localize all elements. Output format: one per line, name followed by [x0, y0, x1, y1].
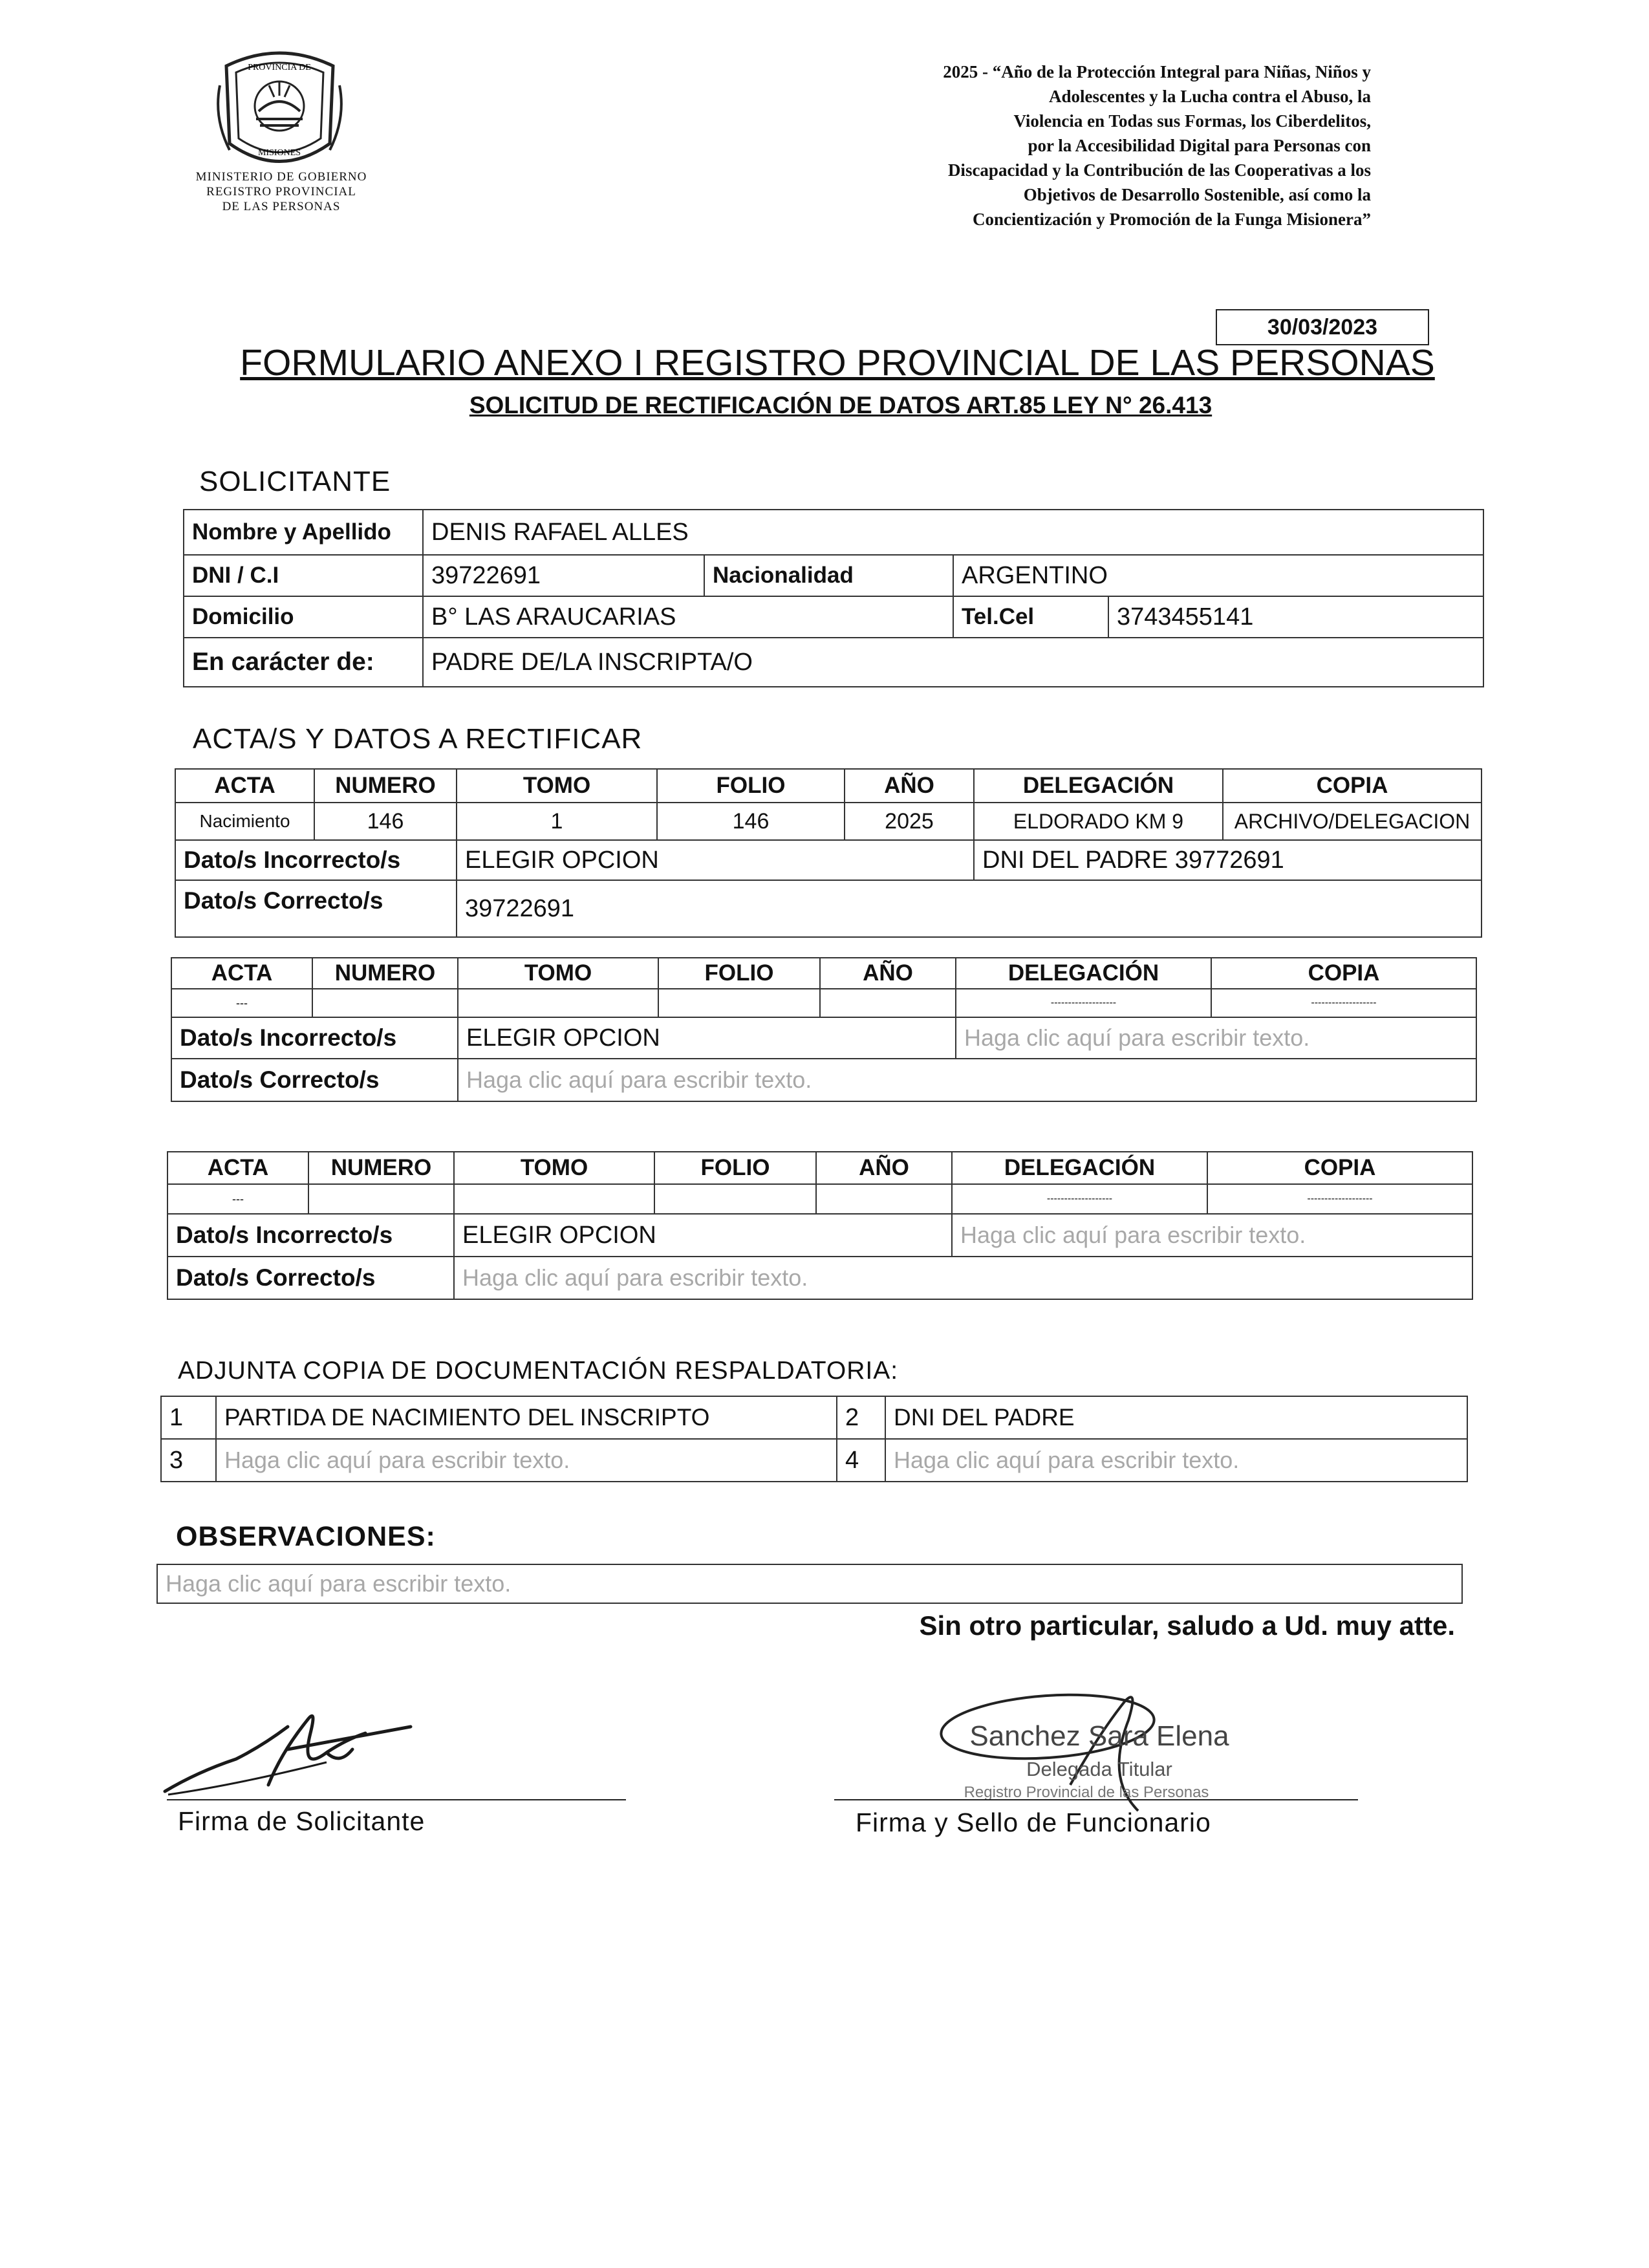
incorrect-label: Dato/s Incorrecto/s	[175, 840, 457, 880]
motto-line: Objetivos de Desarrollo Sostenible, así como la	[1023, 185, 1371, 204]
col-folio: FOLIO	[657, 769, 845, 803]
numero-field[interactable]: 146	[314, 803, 457, 840]
col-delegacion: DELEGACIÓN	[974, 769, 1223, 803]
official-year-motto	[685, 59, 1371, 232]
col-anio: AÑO	[816, 1152, 952, 1184]
incorrect-label: Dato/s Incorrecto/s	[171, 1017, 458, 1059]
provincial-seal-icon	[213, 47, 346, 173]
incorrect-option-select[interactable]: ELEGIR OPCION	[457, 840, 974, 880]
col-delegacion: DELEGACIÓN	[956, 958, 1211, 989]
signature-line	[834, 1799, 1358, 1800]
col-tomo: TOMO	[457, 769, 657, 803]
numero-field[interactable]	[312, 989, 458, 1017]
attachment-field[interactable]: Haga clic aquí para escribir texto.	[216, 1439, 837, 1482]
col-copia: COPIA	[1223, 769, 1482, 803]
attachment-field[interactable]: DNI DEL PADRE	[885, 1396, 1467, 1439]
attachment-field[interactable]: PARTIDA DE NACIMIENTO DEL INSCRIPTO	[216, 1396, 837, 1439]
observaciones-field[interactable]: Haga clic aquí para escribir texto.	[156, 1564, 1463, 1604]
delegacion-select[interactable]: ELDORADO KM 9	[974, 803, 1223, 840]
anio-field[interactable]	[816, 1184, 952, 1214]
dni-label: DNI / C.I	[184, 555, 423, 596]
col-copia: COPIA	[1211, 958, 1476, 989]
folio-field[interactable]	[658, 989, 820, 1017]
incorrect-text-field[interactable]: Haga clic aquí para escribir texto.	[956, 1017, 1476, 1059]
section-heading-actas: ACTA/S Y DATOS A RECTIFICAR	[193, 723, 643, 755]
form-subtitle: SOLICITUD DE RECTIFICACIÓN DE DATOS ART.85 LEY N° 26.413	[469, 392, 1212, 418]
motto-line: Adolescentes y la Lucha contra el Abuso, la	[1048, 87, 1371, 106]
acta-table-3	[167, 1151, 1473, 1300]
stamp-role: Delegada Titular	[1026, 1758, 1172, 1780]
tomo-field[interactable]: 1	[457, 803, 657, 840]
motto-line: Discapacidad y la Contribución de las Cooperativas a los	[947, 160, 1371, 180]
col-acta: ACTA	[175, 769, 314, 803]
ministry-name	[162, 169, 401, 214]
acta-select[interactable]: ---	[171, 989, 312, 1017]
nacionalidad-label: Nacionalidad	[704, 555, 953, 596]
col-anio: AÑO	[820, 958, 956, 989]
col-numero: NUMERO	[308, 1152, 454, 1184]
correct-text-field[interactable]: Haga clic aquí para escribir texto.	[458, 1059, 1476, 1101]
col-acta: ACTA	[171, 958, 312, 989]
acta-select[interactable]: Nacimiento	[175, 803, 314, 840]
folio-field[interactable]	[654, 1184, 816, 1214]
applicant-signature-label: Firma de Solicitante	[178, 1806, 426, 1836]
stamp-organization: Registro Provincial de las Personas	[964, 1784, 1209, 1801]
correct-label: Dato/s Correcto/s	[171, 1059, 458, 1101]
attachment-number: 4	[837, 1439, 885, 1482]
section-heading-adjunta: ADJUNTA COPIA DE DOCUMENTACIÓN RESPALDATORIA:	[178, 1357, 899, 1385]
col-numero: NUMERO	[312, 958, 458, 989]
anio-field[interactable]: 2025	[845, 803, 974, 840]
ministry-line: MINISTERIO DE GOBIERNO	[195, 170, 367, 184]
incorrect-text-field[interactable]: Haga clic aquí para escribir texto.	[952, 1214, 1472, 1257]
official-stamp-icon	[931, 1681, 1255, 1824]
signature-line	[167, 1799, 626, 1800]
attachment-number: 2	[837, 1396, 885, 1439]
col-tomo: TOMO	[454, 1152, 654, 1184]
numero-field[interactable]	[308, 1184, 454, 1214]
delegacion-select[interactable]: -------------------	[952, 1184, 1207, 1214]
correct-label: Dato/s Correcto/s	[167, 1257, 454, 1299]
incorrect-text-field[interactable]: DNI DEL PADRE 39772691	[974, 840, 1482, 880]
section-heading-solicitante: SOLICITANTE	[199, 466, 391, 497]
stamp-name: Sanchez Sara Elena	[969, 1720, 1229, 1752]
correct-label: Dato/s Correcto/s	[175, 880, 457, 937]
delegacion-select[interactable]: -------------------	[956, 989, 1211, 1017]
tomo-field[interactable]	[458, 989, 658, 1017]
closing-text: Sin otro particular, saludo a Ud. muy atte.	[919, 1610, 1455, 1641]
ministry-line: REGISTRO PROVINCIAL	[206, 185, 356, 199]
col-copia: COPIA	[1207, 1152, 1472, 1184]
seal-text-bottom: MISIONES	[257, 148, 301, 158]
incorrect-option-select[interactable]: ELEGIR OPCION	[454, 1214, 952, 1257]
incorrect-option-select[interactable]: ELEGIR OPCION	[458, 1017, 956, 1059]
motto-line: Violencia en Todas sus Formas, los Ciberdelitos,	[1013, 111, 1371, 131]
nacionalidad-field[interactable]: ARGENTINO	[953, 555, 1483, 596]
domicilio-label: Domicilio	[184, 596, 423, 638]
col-tomo: TOMO	[458, 958, 658, 989]
copia-select[interactable]: ARCHIVO/DELEGACION	[1223, 803, 1482, 840]
folio-field[interactable]: 146	[657, 803, 845, 840]
acta-table-1	[175, 768, 1482, 938]
date-field[interactable]: 30/03/2023	[1216, 309, 1429, 345]
tel-field[interactable]: 3743455141	[1108, 596, 1483, 638]
col-folio: FOLIO	[658, 958, 820, 989]
copia-select[interactable]: -------------------	[1211, 989, 1476, 1017]
attachment-field[interactable]: Haga clic aquí para escribir texto.	[885, 1439, 1467, 1482]
applicant-signature-icon	[158, 1688, 430, 1804]
solicitante-table	[183, 509, 1484, 687]
acta-select[interactable]: ---	[167, 1184, 308, 1214]
correct-text-field[interactable]: 39722691	[457, 880, 1482, 937]
col-numero: NUMERO	[314, 769, 457, 803]
motto-line: Concientización y Promoción de la Funga Misionera”	[973, 210, 1371, 229]
col-anio: AÑO	[845, 769, 974, 803]
col-delegacion: DELEGACIÓN	[952, 1152, 1207, 1184]
nombre-label: Nombre y Apellido	[184, 510, 423, 555]
motto-line: por la Accesibilidad Digital para Personas con	[1028, 136, 1371, 155]
col-acta: ACTA	[167, 1152, 308, 1184]
ministry-line: DE LAS PERSONAS	[222, 200, 341, 213]
acta-table-2	[171, 957, 1477, 1102]
correct-text-field[interactable]: Haga clic aquí para escribir texto.	[454, 1257, 1472, 1299]
adjunta-table	[160, 1396, 1468, 1482]
attachment-number: 3	[161, 1439, 216, 1482]
caracter-label: En carácter de:	[184, 638, 423, 687]
caracter-field[interactable]: PADRE DE/LA INSCRIPTA/O	[423, 638, 1483, 687]
official-signature-label: Firma y Sello de Funcionario	[856, 1808, 1211, 1837]
tel-label: Tel.Cel	[953, 596, 1108, 638]
anio-field[interactable]	[820, 989, 956, 1017]
copia-select[interactable]: -------------------	[1207, 1184, 1472, 1214]
dni-field[interactable]: 39722691	[423, 555, 704, 596]
nombre-field[interactable]: DENIS RAFAEL ALLES	[423, 510, 1483, 555]
tomo-field[interactable]	[454, 1184, 654, 1214]
motto-line: 2025 - “Año de la Protección Integral para Niñas, Niños y	[943, 62, 1371, 81]
section-heading-observaciones: OBSERVACIONES:	[176, 1521, 436, 1552]
col-folio: FOLIO	[654, 1152, 816, 1184]
attachment-number: 1	[161, 1396, 216, 1439]
seal-text-top: PROVINCIA DE	[248, 63, 311, 72]
form-title: FORMULARIO ANEXO I REGISTRO PROVINCIAL DE LAS PERSONAS	[240, 342, 1435, 383]
domicilio-field[interactable]: B° LAS ARAUCARIAS	[423, 596, 953, 638]
incorrect-label: Dato/s Incorrecto/s	[167, 1214, 454, 1257]
